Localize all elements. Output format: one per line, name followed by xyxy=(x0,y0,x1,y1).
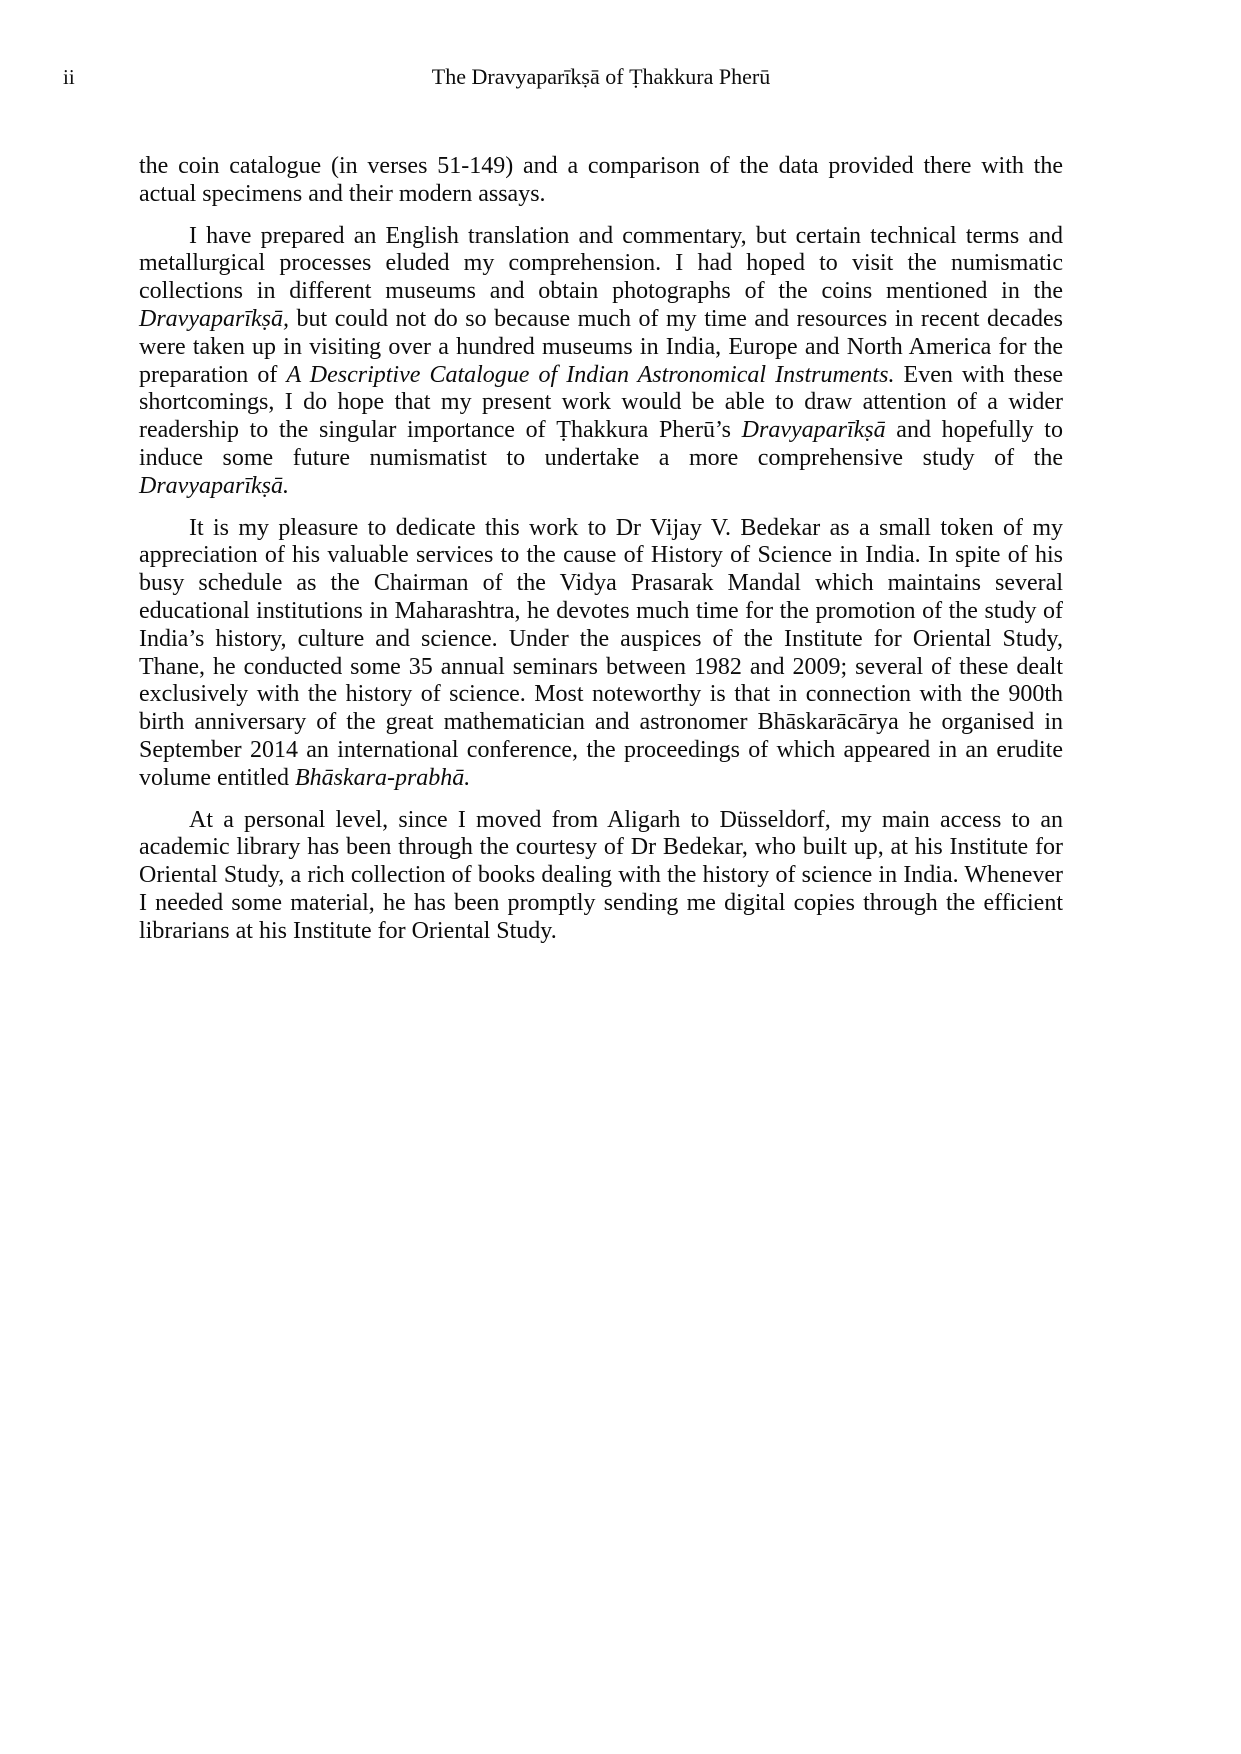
text-segment: Even with these shortcomings, I do hope that my present work would be able to draw attention of a wider readership to the singular importance of Ṭhakkura Pherū’s xyxy=(139,361,1063,444)
italic-text-segment: Dravyaparīkṣā. xyxy=(139,472,289,499)
italic-text-segment: Dravyaparīkṣā xyxy=(741,417,886,444)
text-segment: the coin catalogue (in verses 51-149) and a comparison of the data provided there with the actual specimens and their modern assays. xyxy=(139,153,1063,207)
page-number: ii xyxy=(63,65,75,89)
paragraph xyxy=(139,515,1063,793)
paragraph xyxy=(139,223,1063,501)
text-segment: It is my pleasure to dedicate this work to Dr Vijay V. Bedekar as a small token of my appreciation of his valuable services to the cause of History of Science in India. In spite of his busy schedule as the Chairman of the Vidya Prasarak Mandal which maintains several educational institutions in Maharashtra, he devotes much time for the promotion of the study of India’s history, culture and science. Under the auspices of the Institute for Oriental Study, Thane, he conducted some 35 annual seminars between 1982 and 2009; several of these dealt exclusively with the history of science. Most noteworthy is that in connection with the 900th birth anniversary of the great mathematician and astronomer Bhāskarācārya he organised in September 2014 an international conference, the proceedings of which appeared in an erudite volume entitled xyxy=(139,514,1063,791)
text-segment: I have prepared an English translation and commentary, but certain technical terms and metallurgical processes eluded my comprehension. I had hoped to visit the numismatic collections in different museums and obtain photographs of the coins mentioned in the xyxy=(139,222,1063,305)
text-segment: At a personal level, since I moved from Aligarh to Düsseldorf, my main access to an academic library has been through the courtesy of Dr Bedekar, who built up, at his Institute for Oriental Study, a rich collection of books dealing with the history of science in India. Whenever I needed some material, he has been promptly sending me digital copies through the efficient librarians at his Institute for Oriental Study. xyxy=(139,806,1063,944)
italic-text-segment: A Descriptive Catalogue of Indian Astronomical Instruments. xyxy=(286,361,895,388)
page-header xyxy=(0,64,1241,94)
text-segment: but could not do so because much of my time and resources in recent decades were taken up in visiting over a hundred museums in India, Europe and North America for the preparation of xyxy=(139,305,1063,388)
italic-text-segment: Dravyaparīkṣā, xyxy=(139,305,289,332)
paragraph xyxy=(139,153,1063,209)
paragraph xyxy=(139,807,1063,946)
running-title: The Dravyaparīkṣā of Ṭhakkura Pherū xyxy=(431,64,771,89)
italic-text-segment: Bhāskara-prabhā. xyxy=(294,764,471,791)
page-body xyxy=(139,153,1063,960)
text-segment: and hopefully to induce some future numismatist to undertake a more comprehensive study of the xyxy=(139,417,1063,471)
